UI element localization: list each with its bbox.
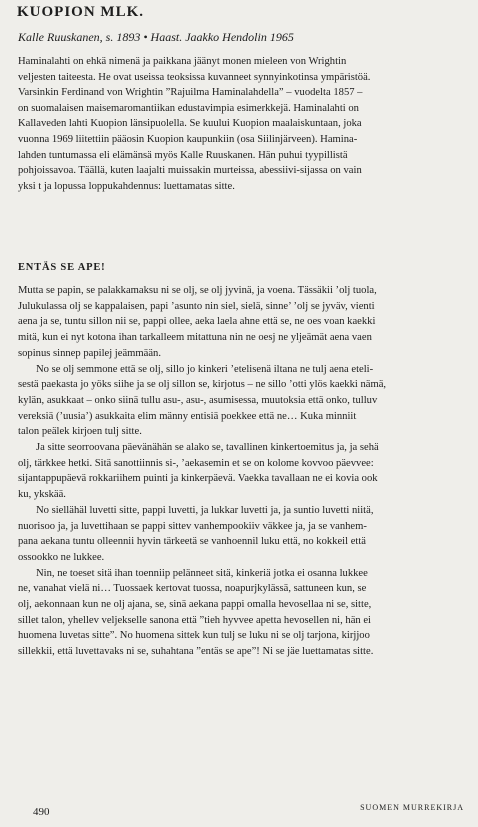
text-line: aena ja se, tuntu sillon nii se, pappi ollee, aeka laela ahne että se, ne oes voan kaekki — [18, 316, 376, 328]
text-line: ne, vanahat vielä ni… Tuossaek kertovat tuossa, noapurjkylässä, sattuneen kun, se — [18, 583, 367, 595]
text-line: ku, ykskää. — [18, 489, 66, 501]
text-line: huomena luvetas sitte”. No huomena sittek kun tulj se luku ni se olj tarjona, kirjjoo — [18, 630, 370, 642]
intro-line: vuonna 1969 liitettiin pääosin Kuopion kaupunkiin (osa Siilinjärveen). Hamina- — [18, 133, 358, 145]
intro-line: Varsinkin Ferdinand von Wrightin ”Rajuilma Haminalahdella” – vuodelta 1857 – — [18, 87, 363, 99]
text-line: kylän, asukkaat – onko siinä tullu asu-, asu-, asumisessa, muutoksia että onko, tulluv — [18, 394, 378, 406]
text-line: sillekkii, että luvettavaks ni se, suhahtana ”entäs se ape”! Ni se jäe luettamatas sitte. — [18, 646, 374, 658]
text-line: Mutta se papin, se palakkamaksu ni se olj, se olj jyvinä, ja voena. Tässäkii ’olj tuola, — [18, 285, 377, 296]
text-line: pana aekana tuntu olleennii hyvin tärkeetä se vanhoennil luku että, no kokkeil että — [18, 536, 367, 548]
intro-line: yksi t ja lopussa loppukahdennus: luettamatas sitte. — [18, 180, 235, 192]
text-line: olj, tärkkee hetki. Sitä sanottiinnis si-, ’aekasemin et se on kolome kovvoo päevvee: — [18, 457, 374, 469]
intro-line: Kallaveden lahti Kuopion länsipuolella. Se kuului Kuopion maalaiskuntaan, joka — [18, 118, 362, 130]
text-line: sillet talon, yhellev veljekselle sanona että ”tieh hyvvee apetta hevosellen ni, hän ei — [18, 614, 371, 626]
text-line: olj, aekonnaan kun ne olj ajana, se, sinä aekana pappi omalla hevosellaa ni se, sitte, — [18, 599, 372, 611]
intro-line: on suomalaisen maisemaromantiikan edustavimpia esimerkkejä. Haminalahti on — [18, 102, 359, 114]
text-line: sijantappupäevä rokkariihem puinti ja kinkerpäevä. Vaekka tavallaan ne ei kovia ook — [18, 473, 378, 485]
text-line: Julukulassa olj se kappalaisen, papi ’asunto nin siel, sielä, sinne’ ’olj se jyväv, vienti — [18, 300, 375, 312]
dialect-text — [18, 283, 468, 660]
paragraph — [18, 503, 468, 566]
running-footer: SUOMEN MURREKIRJA — [360, 803, 464, 812]
text-line: Ja sitte seorroovana päevänähän se alako se, tavallinen kinkertoemitus ja, ja sehä — [36, 442, 379, 454]
text-line: sopinus sinnep papilej jeämmään. — [18, 347, 161, 359]
text-line: mitä, kun ei nyt kotona ihan tarkalleem mitattuna nin ne oesj ne yljeämät aena vaen — [18, 332, 372, 344]
intro-line: Haminalahti on ehkä nimenä ja paikkana jäänyt monen mieleen von Wrightin — [18, 56, 347, 67]
speaker-subtitle: Kalle Ruuskanen, s. 1893 • Haast. Jaakko Hendolin 1965 — [18, 30, 294, 44]
text-line: nuorisoo ja, ja luvettihaan se pappi sittev vanhempookiiv väkkee ja, ja se vanhem- — [18, 520, 367, 532]
paragraph — [18, 566, 468, 660]
intro-line: veljesten taiteesta. He ovat useissa teoksissa kuvanneet synnyinkotinsa ympäristöä. — [18, 71, 371, 83]
text-line: talon peälek kirjoen tulj sitte. — [18, 426, 142, 438]
intro-line: lahden tuntumassa eli elämänsä myös Kalle Ruuskanen. Hän puhui tyypillistä — [18, 149, 348, 161]
section-title: ENTÄS SE APE! — [18, 262, 106, 273]
page-heading: KUOPION MLK. — [17, 4, 144, 20]
page-number: 490 — [33, 806, 50, 818]
paragraph — [18, 440, 468, 503]
text-line: ossookko ne lukkee. — [18, 551, 105, 563]
intro-line: pohjoissavoa. Täällä, kuten laajalti muissakin murteissa, abessiivi-sijassa on vain — [18, 165, 362, 177]
text-line: Nin, ne toeset sitä ihan toenniip pelänneet sitä, kinkeriä jotka ei osanna lukkee — [36, 567, 368, 579]
text-line: vereksiä (’uusia’) asukkaita elim männy entisiä poekkee että ne… Kuka minniit — [18, 410, 357, 422]
text-line: No se olj semmone että se olj, sillo jo kinkeri ’etelisenä iltana ne tulj aena eteli- — [36, 363, 374, 375]
text-line: No siellähäl luvetti sitte, pappi luvetti, ja lukkar luvetti ja, ja suntio luvetti niitä, — [36, 504, 374, 516]
text-line: sestä paekasta jo yöks siihe ja se olj sillon se, kirjotus – ne sillo ’otti ylös kaekki nämä, — [18, 379, 387, 391]
paragraph — [18, 283, 468, 362]
paragraph — [18, 362, 468, 441]
intro-text — [18, 54, 466, 194]
